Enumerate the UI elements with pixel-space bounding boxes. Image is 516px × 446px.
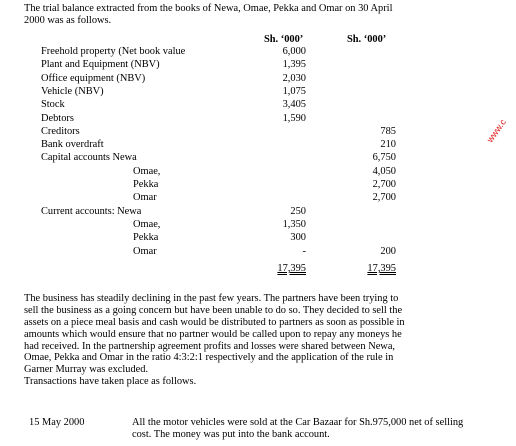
table-row	[41, 86, 421, 98]
paragraph-line: assets on a piece meal basis and cash would be distributed to partners as soon as possible in	[24, 316, 405, 328]
paragraph-line: Garner Murray was excluded.	[24, 364, 149, 376]
partner-name: Omar	[133, 245, 157, 257]
account-label: Freehold property (Net book value	[41, 46, 186, 57]
table-row	[41, 126, 421, 138]
credit-total: 17,395	[367, 263, 396, 274]
partner-name: Omar	[133, 192, 157, 204]
account-label: Current accounts: Newa	[41, 205, 142, 217]
table-row	[41, 113, 421, 125]
debit-total: 17,395	[277, 263, 306, 274]
partner-name: Omae,	[133, 165, 161, 177]
transaction-description	[132, 417, 512, 441]
table-row	[41, 46, 421, 58]
partner-name: Pekka	[133, 232, 159, 244]
debit-amount: 2,030	[282, 72, 306, 84]
account-label: Debtors	[41, 112, 74, 124]
intro-line-1: The trial balance extracted from the books of Newa, Omae, Pekka and Omar on 30 April	[24, 3, 393, 14]
debit-amount: 1,075	[282, 85, 306, 97]
account-label: Office equipment (NBV)	[41, 72, 146, 84]
paragraph-line: sell the business as a going concern but have been unable to do so. They decided to sell the	[24, 304, 403, 316]
account-label: Bank overdraft	[41, 139, 104, 151]
debit-amount: 6,000	[282, 46, 306, 57]
paragraph-line: amounts which would ensure that no partner would be called upon to repay any moneys he	[24, 328, 402, 340]
table-row	[41, 73, 421, 85]
credit-amount: 2,700	[372, 192, 396, 204]
credit-amount: 6,750	[372, 152, 396, 164]
transaction-line-2: cost. The money was put into the bank account.	[132, 429, 330, 440]
debit-amount: 1,395	[282, 59, 306, 71]
debit-amount: 1,350	[282, 218, 306, 230]
watermark: www.c	[484, 117, 508, 145]
debit-amount: 300	[290, 232, 306, 244]
credit-amount: 210	[380, 139, 396, 151]
paragraph-line: The business has steadily declining in the past few years. The partners have been trying to	[24, 293, 399, 304]
table-row	[41, 166, 421, 178]
credit-amount: 2,700	[372, 179, 396, 190]
debit-amount: 250	[290, 205, 306, 217]
debit-column-header: Sh. ‘000’	[264, 34, 304, 45]
table-row	[41, 59, 421, 71]
paragraph-line: Transactions have taken place as follows.	[24, 376, 197, 388]
account-label: Creditors	[41, 125, 80, 137]
transaction-line-1: All the motor vehicles were sold at the Car Bazaar for Sh.975,000 net of selling	[132, 417, 464, 428]
table-row	[41, 246, 421, 258]
debit-amount: 1,590	[282, 112, 306, 124]
table-row	[41, 139, 421, 151]
table-row	[41, 192, 421, 204]
narrative-paragraph	[24, 293, 464, 388]
table-row	[41, 179, 421, 191]
table-row	[41, 99, 421, 111]
table-row	[41, 206, 421, 218]
totals-row	[41, 263, 421, 275]
account-label: Stock	[41, 99, 65, 111]
account-label: Capital accounts Newa	[41, 152, 137, 164]
account-label: Vehicle (NBV)	[41, 85, 104, 97]
credit-column-header: Sh. ‘000’	[347, 34, 387, 45]
table-row	[41, 219, 421, 231]
credit-amount: 4,050	[372, 165, 396, 177]
credit-amount: 200	[380, 245, 396, 257]
debit-amount: -	[302, 245, 306, 257]
credit-amount: 785	[380, 125, 396, 137]
intro-line-2: 2000 was as follows.	[24, 15, 112, 26]
paragraph-line: Omae, Pekka and Omar in the ratio 4:3:2:1 respectively and the application of the rule in	[24, 352, 394, 364]
partner-name: Pekka	[133, 179, 159, 190]
paragraph-line: had received. In the partnership agreement profits and losses were shared between Newa,	[24, 340, 396, 352]
table-row	[41, 152, 421, 164]
transaction-date: 15 May 2000	[29, 417, 85, 428]
table-row	[41, 232, 421, 244]
account-label: Plant and Equipment (NBV)	[41, 59, 160, 71]
debit-amount: 3,405	[282, 99, 306, 111]
partner-name: Omae,	[133, 218, 161, 230]
